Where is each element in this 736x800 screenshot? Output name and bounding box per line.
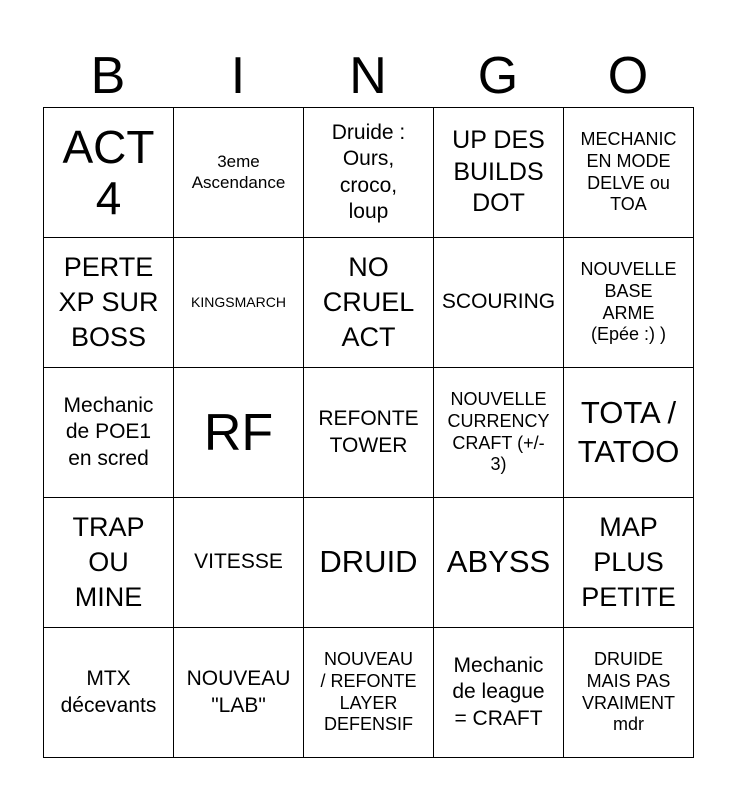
cell-text: UP DES BUILDS DOT — [452, 125, 545, 218]
bingo-cell[interactable] — [564, 368, 694, 498]
cell-text: 3eme Ascendance — [191, 151, 286, 192]
cell-text: MTX décevants — [60, 667, 157, 717]
header-letter-o: O — [607, 47, 649, 105]
cell-text: NOUVELLE CURRENCY CRAFT (+/- 3) — [447, 389, 550, 475]
cell-text: MECHANIC EN MODE DELVE ou TOA — [580, 129, 677, 215]
bingo-cell[interactable] — [434, 368, 564, 498]
bingo-cell[interactable] — [304, 498, 434, 628]
header-letter-b: B — [90, 47, 126, 105]
cell-text: Mechanic de POE1 en scred — [63, 394, 154, 470]
header-letter-i: I — [230, 47, 246, 105]
cell-text: MAP PLUS PETITE — [581, 511, 676, 613]
header-letter-n: N — [349, 47, 387, 105]
bingo-cell[interactable] — [434, 108, 564, 238]
bingo-cell[interactable] — [174, 628, 304, 758]
bingo-cell[interactable] — [564, 628, 694, 758]
bingo-card-grid — [43, 107, 694, 758]
bingo-cell[interactable] — [174, 108, 304, 238]
cell-text: TRAP OU MINE — [72, 511, 145, 613]
bingo-cell[interactable] — [304, 628, 434, 758]
cell-text: NOUVEAU / REFONTE LAYER DEFENSIF — [320, 649, 417, 735]
cell-text: NO CRUEL ACT — [322, 251, 415, 353]
bingo-cell[interactable] — [174, 498, 304, 628]
bingo-cell[interactable] — [434, 498, 564, 628]
cell-text: NOUVEAU "LAB" — [186, 667, 291, 717]
cell-text: PERTE XP SUR BOSS — [58, 251, 159, 353]
cell-text: SCOURING — [441, 290, 556, 314]
bingo-cell[interactable] — [304, 368, 434, 498]
cell-text: ACT 4 — [62, 120, 155, 224]
cell-text: REFONTE TOWER — [318, 407, 419, 457]
cell-text: Mechanic de league = CRAFT — [452, 654, 545, 730]
bingo-cell[interactable] — [564, 238, 694, 368]
bingo-cell[interactable] — [44, 238, 174, 368]
bingo-cell[interactable] — [44, 368, 174, 498]
cell-text: DRUID — [319, 544, 418, 580]
cell-text: RF — [203, 403, 274, 462]
cell-text: TOTA / TATOO — [577, 394, 680, 469]
bingo-cell[interactable] — [44, 498, 174, 628]
cell-text: NOUVELLE BASE ARME (Epée :) ) — [580, 259, 677, 345]
cell-text: DRUIDE MAIS PAS VRAIMENT mdr — [581, 649, 675, 735]
header-letter-g: G — [477, 47, 519, 105]
bingo-cell[interactable] — [44, 628, 174, 758]
bingo-cell[interactable] — [434, 628, 564, 758]
bingo-cell[interactable] — [174, 238, 304, 368]
bingo-cell[interactable] — [304, 108, 434, 238]
cell-text: VITESSE — [194, 550, 283, 574]
bingo-cell[interactable] — [434, 238, 564, 368]
bingo-cell[interactable] — [564, 498, 694, 628]
bingo-cell[interactable] — [44, 108, 174, 238]
cell-text: KINGSMARCH — [191, 293, 286, 310]
cell-text: Druide : Ours, croco, loup — [331, 121, 406, 223]
cell-text: ABYSS — [446, 544, 551, 580]
bingo-cell[interactable] — [174, 368, 304, 498]
bingo-cell[interactable] — [304, 238, 434, 368]
bingo-cell[interactable] — [564, 108, 694, 238]
bingo-header — [43, 44, 693, 108]
